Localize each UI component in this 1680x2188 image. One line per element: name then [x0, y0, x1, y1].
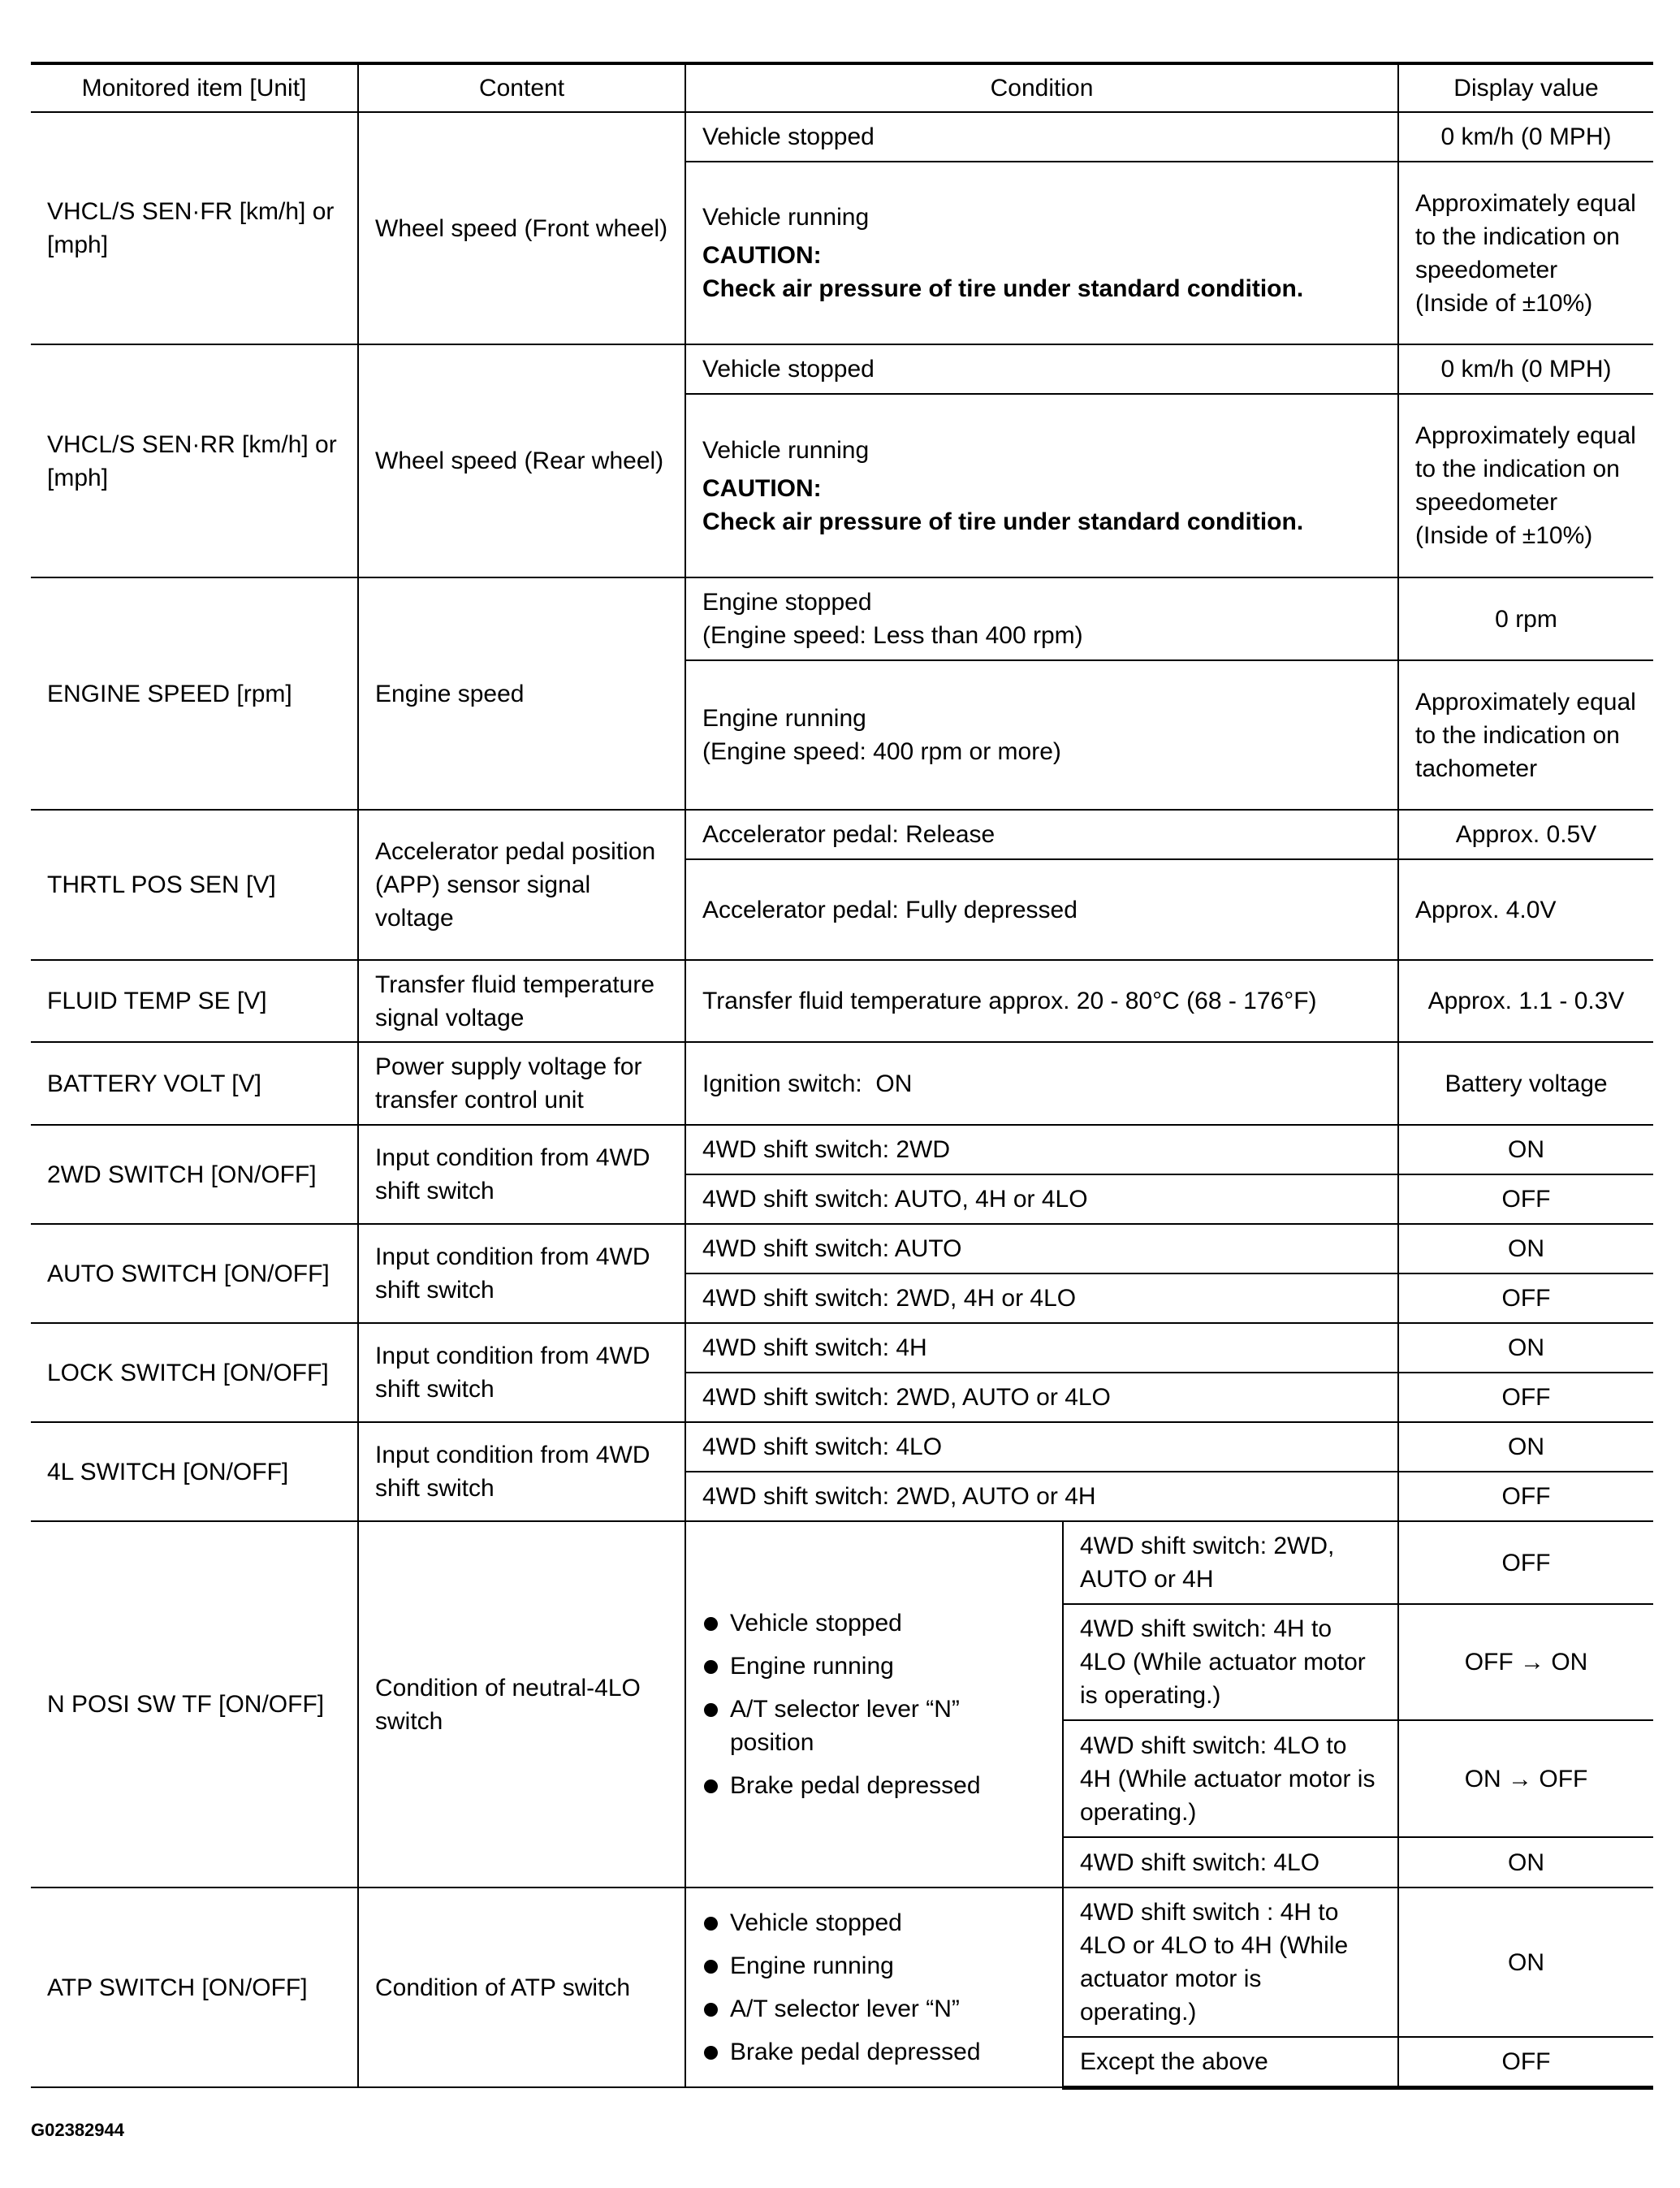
condition-cell: Accelerator pedal: Fully depressed	[685, 859, 1398, 960]
bullet-text: Brake pedal depressed	[730, 1772, 981, 1799]
switch-condition-cell: 4WD shift switch: 4LO to 4H (While actuator motor is operating.)	[1063, 1720, 1398, 1837]
condition-bullet-list	[702, 1906, 1046, 2069]
condition-detail: (Engine speed: Less than 400 rpm)	[702, 622, 1083, 649]
bullet-text: Brake pedal depressed	[730, 2039, 981, 2065]
condition-text: Vehicle running	[702, 204, 870, 231]
table-row	[31, 1125, 1653, 1174]
condition-cell: Vehicle stopped	[685, 112, 1398, 162]
condition-cell	[685, 162, 1398, 344]
content-cell: Input condition from 4WD shift switch	[358, 1422, 685, 1521]
table-header-row	[31, 63, 1653, 112]
content-cell: Input condition from 4WD shift switch	[358, 1125, 685, 1224]
table-row	[31, 810, 1653, 859]
item-cell: BATTERY VOLT [V]	[31, 1042, 358, 1125]
header-condition: Condition	[685, 63, 1398, 112]
item-cell: VHCL/S SEN·FR [km/h] or [mph]	[31, 112, 358, 344]
bullet-icon	[704, 1703, 718, 1717]
condition-cell: 4WD shift switch: 4LO	[685, 1422, 1398, 1472]
switch-condition-cell: Except the above	[1063, 2037, 1398, 2087]
header-content: Content	[358, 63, 685, 112]
display-value-cell: ON	[1398, 1422, 1653, 1472]
display-value-cell: 0 rpm	[1398, 577, 1653, 660]
content-cell: Engine speed	[358, 577, 685, 810]
condition-cell	[685, 394, 1398, 577]
bullet-icon	[704, 1960, 718, 1974]
list-item	[702, 1693, 1046, 1759]
caution-text: Check air pressure of tire under standard condition.	[702, 275, 1304, 302]
bullet-icon	[704, 1660, 718, 1674]
monitor-item-table	[31, 62, 1653, 2090]
table-row	[31, 1422, 1653, 1472]
bullet-icon	[704, 2003, 718, 2017]
display-value-cell: Approximately equal to the indication on tachometer	[1398, 660, 1653, 810]
condition-cell: Vehicle stopped	[685, 344, 1398, 394]
display-value-cell: Approximately equal to the indication on speedometer (Inside of ±10%)	[1398, 394, 1653, 577]
display-value-cell: ON	[1398, 1125, 1653, 1174]
list-item	[702, 1906, 1046, 1939]
switch-condition-cell: 4WD shift switch : 4H to 4LO or 4LO to 4H (While actuator motor is operating.)	[1063, 1887, 1398, 2037]
header-monitored-item: Monitored item [Unit]	[31, 63, 358, 112]
list-item	[702, 2035, 1046, 2069]
display-value-cell: ON	[1398, 1323, 1653, 1373]
list-item	[702, 1949, 1046, 1983]
bullet-text: Vehicle stopped	[730, 1909, 902, 1936]
caution-text: Check air pressure of tire under standard condition.	[702, 508, 1304, 535]
content-cell: Condition of neutral-4LO switch	[358, 1521, 685, 1887]
display-value-cell: ON	[1398, 1837, 1653, 1887]
list-item	[702, 1992, 1046, 2026]
display-value-cell: OFF	[1398, 2037, 1653, 2087]
condition-cell: 4WD shift switch: 2WD	[685, 1125, 1398, 1174]
list-item	[702, 1650, 1046, 1683]
condition-cell	[685, 660, 1398, 810]
table-row	[31, 1323, 1653, 1373]
bullet-icon	[704, 1917, 718, 1931]
item-cell: THRTL POS SEN [V]	[31, 810, 358, 960]
content-cell: Accelerator pedal position (APP) sensor signal voltage	[358, 810, 685, 960]
condition-cell: Ignition switch: ON	[685, 1042, 1398, 1125]
list-item	[702, 1606, 1046, 1640]
table-row	[31, 344, 1653, 394]
condition-cell: Transfer fluid temperature approx. 20 - 80°C (68 - 176°F)	[685, 960, 1398, 1042]
content-cell: Transfer fluid temperature signal voltage	[358, 960, 685, 1042]
display-value-cell: ON → OFF	[1398, 1720, 1653, 1837]
display-value-cell: OFF → ON	[1398, 1604, 1653, 1720]
display-value-cell: Approx. 4.0V	[1398, 859, 1653, 960]
display-value-cell: Approximately equal to the indication on speedometer (Inside of ±10%)	[1398, 162, 1653, 344]
list-item	[702, 1769, 1046, 1802]
condition-cell	[685, 577, 1398, 660]
item-cell: LOCK SWITCH [ON/OFF]	[31, 1323, 358, 1422]
display-value-cell: 0 km/h (0 MPH)	[1398, 112, 1653, 162]
display-value-cell: ON	[1398, 1224, 1653, 1273]
content-cell: Input condition from 4WD shift switch	[358, 1323, 685, 1422]
figure-code: G02382944	[31, 2120, 124, 2140]
display-value-cell: 0 km/h (0 MPH)	[1398, 344, 1653, 394]
display-value-cell: Battery voltage	[1398, 1042, 1653, 1125]
condition-text: Vehicle running	[702, 436, 870, 464]
bullet-icon	[704, 1617, 718, 1631]
condition-cell: 4WD shift switch: 2WD, AUTO or 4LO	[685, 1373, 1398, 1422]
item-cell: N POSI SW TF [ON/OFF]	[31, 1521, 358, 1887]
item-cell: 2WD SWITCH [ON/OFF]	[31, 1125, 358, 1224]
content-cell: Wheel speed (Rear wheel)	[358, 344, 685, 577]
table-row	[31, 1887, 1653, 2037]
caution-label: CAUTION:	[702, 474, 822, 502]
condition-cell: 4WD shift switch: AUTO, 4H or 4LO	[685, 1174, 1398, 1224]
table-row	[31, 112, 1653, 162]
display-value-cell: Approx. 0.5V	[1398, 810, 1653, 859]
item-cell: ENGINE SPEED [rpm]	[31, 577, 358, 810]
condition-bullets-cell	[685, 1887, 1063, 2087]
condition-detail: (Engine speed: 400 rpm or more)	[702, 738, 1061, 765]
caution-label: CAUTION:	[702, 242, 822, 269]
display-value-cell: OFF	[1398, 1521, 1653, 1604]
bullet-icon	[704, 2046, 718, 2060]
display-value-cell: OFF	[1398, 1373, 1653, 1422]
condition-text: Engine stopped	[702, 589, 872, 616]
bullet-text: Engine running	[730, 1653, 894, 1680]
bullet-text: Engine running	[730, 1952, 894, 1979]
table-row	[31, 1224, 1653, 1273]
display-value-cell: OFF	[1398, 1273, 1653, 1323]
condition-cell: Accelerator pedal: Release	[685, 810, 1398, 859]
condition-cell: 4WD shift switch: 4H	[685, 1323, 1398, 1373]
switch-condition-cell: 4WD shift switch: 2WD, AUTO or 4H	[1063, 1521, 1398, 1604]
bullet-text: A/T selector lever “N”	[730, 1996, 960, 2022]
item-cell: FLUID TEMP SE [V]	[31, 960, 358, 1042]
condition-bullet-list	[702, 1606, 1046, 1802]
content-cell: Wheel speed (Front wheel)	[358, 112, 685, 344]
content-cell: Condition of ATP switch	[358, 1887, 685, 2087]
table-row	[31, 1521, 1653, 1604]
bullet-icon	[704, 1779, 718, 1793]
condition-cell: 4WD shift switch: 2WD, AUTO or 4H	[685, 1472, 1398, 1521]
item-cell: AUTO SWITCH [ON/OFF]	[31, 1224, 358, 1323]
display-value-cell: ON	[1398, 1887, 1653, 2037]
header-display-value: Display value	[1398, 63, 1653, 112]
display-value-cell: OFF	[1398, 1174, 1653, 1224]
switch-condition-cell: 4WD shift switch: 4LO	[1063, 1837, 1398, 1887]
content-cell: Power supply voltage for transfer control unit	[358, 1042, 685, 1125]
item-cell: 4L SWITCH [ON/OFF]	[31, 1422, 358, 1521]
bullet-text: Vehicle stopped	[730, 1610, 902, 1637]
table-row	[31, 1042, 1653, 1125]
switch-condition-cell: 4WD shift switch: 4H to 4LO (While actuator motor is operating.)	[1063, 1604, 1398, 1720]
display-value-cell: Approx. 1.1 - 0.3V	[1398, 960, 1653, 1042]
table-row	[31, 577, 1653, 660]
content-cell: Input condition from 4WD shift switch	[358, 1224, 685, 1323]
condition-cell: 4WD shift switch: AUTO	[685, 1224, 1398, 1273]
condition-text: Engine running	[702, 705, 866, 732]
condition-bullets-cell	[685, 1521, 1063, 1887]
table-row	[31, 960, 1653, 1042]
condition-cell: 4WD shift switch: 2WD, 4H or 4LO	[685, 1273, 1398, 1323]
item-cell: VHCL/S SEN·RR [km/h] or [mph]	[31, 344, 358, 577]
display-value-cell: OFF	[1398, 1472, 1653, 1521]
bullet-text: A/T selector lever “N” position	[730, 1696, 960, 1756]
item-cell: ATP SWITCH [ON/OFF]	[31, 1887, 358, 2087]
